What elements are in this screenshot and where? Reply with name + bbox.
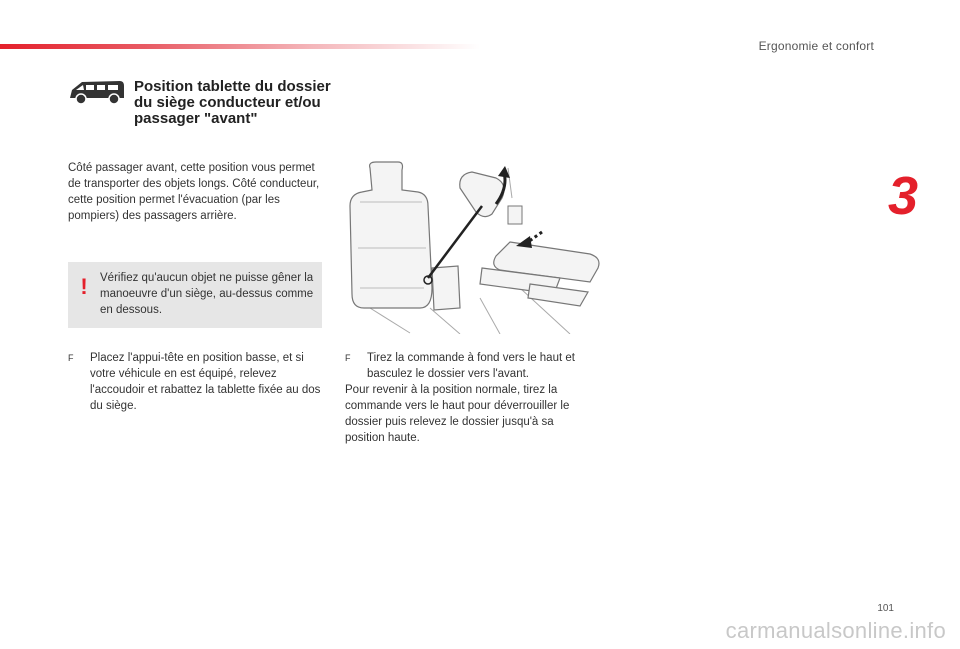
- seat-tablet-illustration: [340, 158, 610, 334]
- section-header: Ergonomie et confort: [758, 39, 874, 53]
- step-text: Tirez la commande à fond vers le haut et basculez le dossier vers l'avant.: [367, 352, 575, 380]
- warning-text: Vérifiez qu'aucun objet ne puisse gêner la manoeuvre d'un siège, au-dessus comme en dessous.: [100, 272, 314, 316]
- bullet-marker: F: [345, 353, 351, 363]
- watermark: carmanualsonline.info: [725, 618, 946, 643]
- bullet-marker: F: [68, 353, 74, 363]
- van-icon: [68, 78, 126, 106]
- page-number: 101: [877, 603, 894, 614]
- intro-paragraph: Côté passager avant, cette position vous permet de transporter des objets longs. Côté conducteur, cette position permet l'évacuation (par les pompiers) des passagers arrière.: [68, 162, 320, 222]
- step-text: Placez l'appui-tête en position basse, et si votre véhicule en est équipé, relevez l'accoudoir et rabattez la tablette fixée au dos du siège.: [90, 352, 321, 412]
- page-title: Position tablette du dossier du siège conducteur et/ou passager "avant": [134, 78, 331, 127]
- header-accent-bar: [0, 44, 480, 49]
- step-item: [345, 350, 595, 382]
- warning-box: [68, 262, 322, 328]
- chapter-number: 3: [888, 166, 919, 226]
- step-item: [68, 350, 324, 414]
- return-paragraph: Pour revenir à la position normale, tirez la commande vers le haut pour déverrouiller le dossier puis relevez le dossier jusqu'à sa position haute.: [345, 384, 570, 444]
- exclamation-icon: !: [80, 274, 88, 299]
